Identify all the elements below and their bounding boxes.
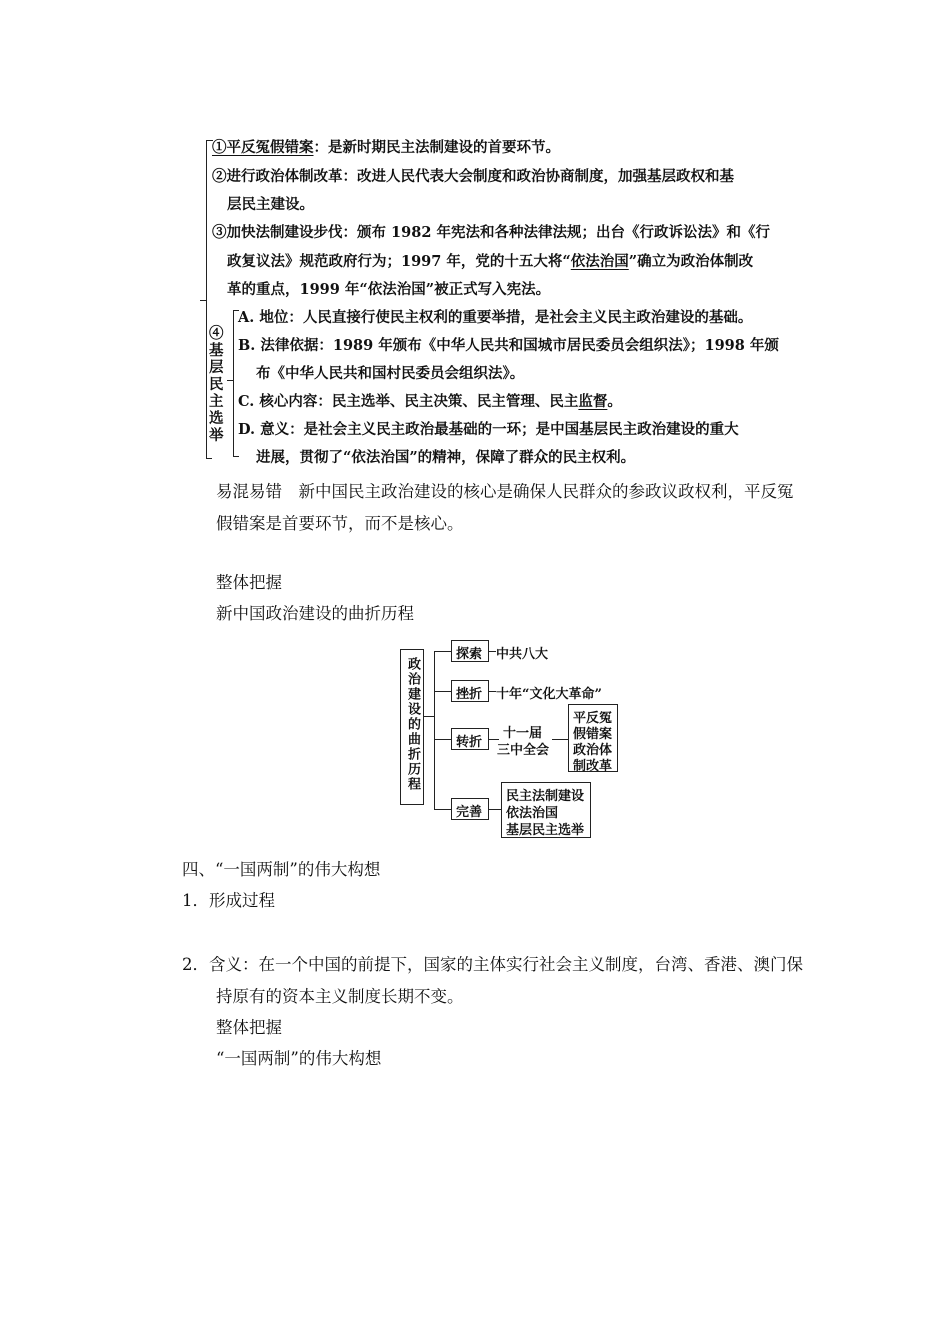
item4-a: A. 地位：人民直接行使民主权利的重要举措，是社会主义民主政治建设的基础。 [238,309,753,326]
outline-item-3-line3: 革的重点，1999 年“依法治国”被正式写入宪法。 [227,281,551,298]
branch-spine [434,651,435,809]
diagram-root-label: 政治建设的曲折历程 [405,657,420,792]
outline-item-1: ①平反冤假错案：是新时期民主法制建设的首要环节。 [212,139,560,156]
item4-b-line1: B. 法律依据：1989 年颁布《中华人民共和国城市居民委员会组织法》；1998 年颁 [238,337,779,354]
perfect-link [489,809,501,810]
item4-c: C. 核心内容：民主选举、民主决策、民主管理、民主监督。 [238,393,622,410]
note-line-2: 假错案是首要环节，而不是核心。 [216,514,464,533]
outline-item-2-line2: 层民主建设。 [227,196,314,213]
perfect-result-1: 民主法制建设 [506,789,585,804]
turn-result-3: 政治体 [573,743,613,758]
turn-result-1: 平反冤 [573,711,613,726]
section1-heading: 整体把握 [216,573,282,592]
outline-item-2-line1: ②进行政治体制改革：改进人民代表大会制度和政治协商制度，加强基层政权和基 [212,168,734,185]
branch-perfect [434,809,451,810]
outer-bracket-upper [206,140,207,300]
explore-link [489,651,496,652]
perfect-result-2: 依法治国 [506,806,559,821]
setback-item: 十年“文化大革命” [496,687,602,702]
section4-subheading: “一国两制”的伟大构想 [216,1049,382,1068]
section4-title: 四、“一国两制”的伟大构想 [182,860,381,879]
item4-d-line2: 进展，贯彻了“依法治国”的精神，保障了群众的民主权利。 [256,449,636,466]
explore-label: 探索 [456,647,483,662]
branch-setback [434,691,451,692]
note-line-1: 易混易错 新中国民主政治建设的核心是确保人民群众的参政议政权利，平反冤 [216,482,794,501]
outer-bracket-lower [206,300,207,458]
outline-item-3-line1: ③加快法制建设步伐：颁布 1982 年宪法和各种法律法规；出台《行政诉讼法》和《行 [212,224,770,241]
turn-link-2 [552,739,568,740]
item4-b-line2: 布《中华人民共和国村民委员会组织法》。 [256,365,525,382]
explore-item: 中共八大 [496,647,549,662]
turn-result-4: 制改革 [573,759,613,774]
perfect-result-3: 基层民主选举 [506,823,585,838]
turn-mid-2: 三中全会 [497,743,550,758]
item4-d-line1: D. 意义：是社会主义民主政治最基础的一环；是中国基层民主政治建设的重大 [238,421,739,438]
outer-bracket-bottom [206,458,212,459]
perfect-label: 完善 [456,805,483,820]
root-connector [424,716,434,717]
inner-bracket-upper [233,310,234,380]
inner-bracket-lower [233,380,234,456]
section1-subheading: 新中国政治建设的曲折历程 [216,604,414,623]
turn-label: 转折 [456,735,483,750]
setback-link [489,691,496,692]
section4-heading: 整体把握 [216,1018,282,1037]
section4-item1: 1．形成过程 [182,891,275,910]
turn-mid-1: 十一届 [503,726,543,741]
item4-vertical-label: ④基层民主选举 [209,325,224,444]
branch-explore [434,651,451,652]
inner-bracket-bottom [233,456,239,457]
section4-item2-line2: 持原有的资本主义制度长期不变。 [216,987,464,1006]
turn-result-2: 假错案 [573,727,613,742]
branch-turn [434,739,451,740]
section4-item2-line1: 2．含义：在一个中国的前提下，国家的主体实行社会主义制度，台湾、香港、澳门保 [182,955,803,974]
setback-label: 挫折 [456,687,483,702]
outline-item-3-line2: 政复议法》规范政府行为；1997 年，党的十五大将“依法治国”确立为政治体制改 [227,253,754,270]
